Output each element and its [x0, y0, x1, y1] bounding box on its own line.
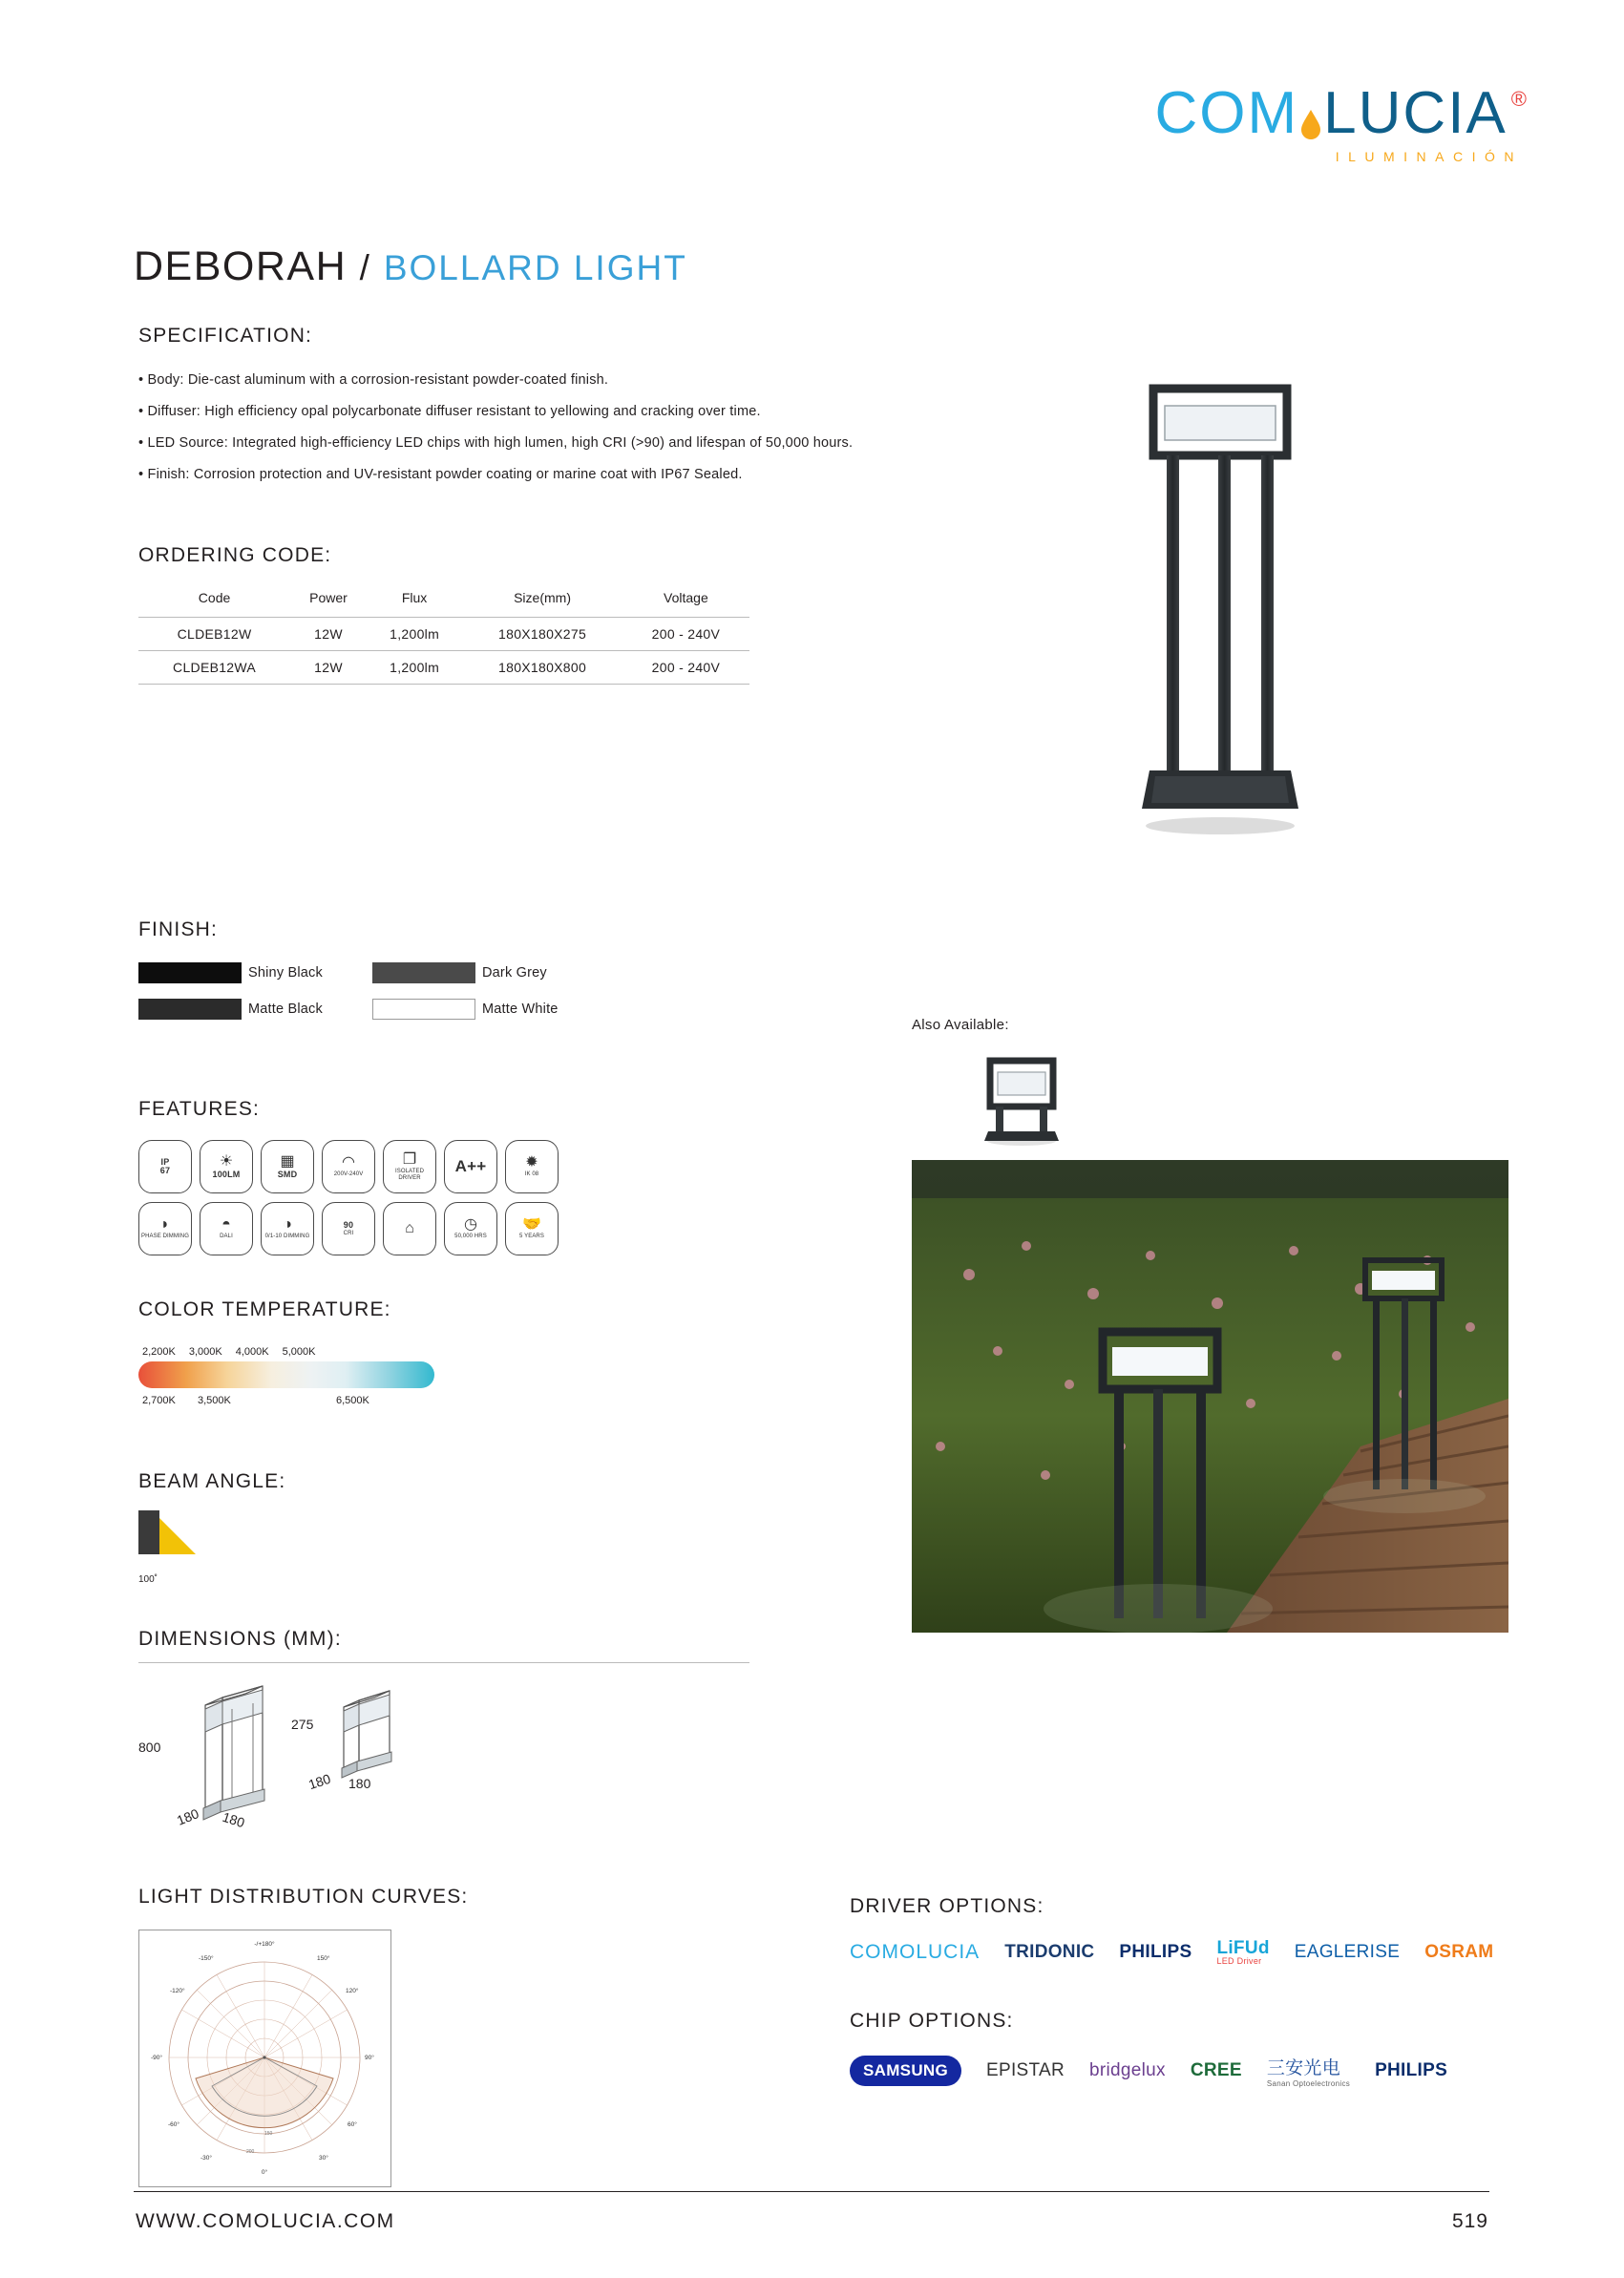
beam-angle-value: 100˚: [138, 1574, 158, 1585]
light-distribution-section: [138, 1886, 749, 2187]
product-type: BOLLARD LIGHT: [383, 248, 687, 287]
product-name: DEBORAH: [134, 243, 348, 289]
svg-text:-120°: -120°: [170, 1988, 185, 1994]
brand-comolucia-logo: [850, 1941, 980, 1964]
title-separator: /: [359, 248, 371, 287]
finish-label: Shiny Black: [248, 965, 323, 981]
clock-glyph: ◷: [464, 1216, 477, 1234]
logo-text-c: C: [1154, 80, 1200, 146]
cct-label: 2,700K: [142, 1395, 176, 1406]
feature-line1: IP: [160, 1156, 170, 1167]
logo-droplet-icon: [1298, 104, 1323, 137]
handshake-glyph: 🤝: [522, 1216, 541, 1234]
feature-line2: 50,000 HRS: [454, 1234, 487, 1240]
brand-osram-logo: OSRAM: [1424, 1942, 1494, 1962]
dimension-height-tall: 800: [138, 1740, 161, 1755]
svg-text:0°: 0°: [261, 2169, 268, 2176]
feature-line2: 200V-240V: [333, 1171, 364, 1178]
brand-label: 三安光电: [1266, 2058, 1341, 2078]
driver-options-section: [850, 1895, 1575, 1966]
smd-icon: [261, 1140, 314, 1193]
dimension-depth-short: 180: [348, 1776, 371, 1791]
features-row-1: [138, 1140, 788, 1193]
column-header: Voltage: [622, 584, 749, 618]
product-image-alternate: [979, 1055, 1060, 1141]
logo-tagline: ILUMINACIÓN: [1335, 149, 1523, 164]
dimension-width-tall: 180: [174, 1805, 201, 1828]
light-distribution-heading: LIGHT DISTRIBUTION CURVES:: [138, 1886, 469, 1908]
cell-size: 180X180X800: [462, 651, 622, 685]
ordering-code-section: [138, 544, 759, 685]
footer-divider: [134, 2191, 1489, 2192]
chip-brand-row: [850, 2054, 1604, 2088]
list-item: • Body: Die-cast aluminum with a corrosion-resistant powder-coated finish.: [138, 365, 1150, 396]
table-row: [138, 651, 749, 685]
cell-power: 12W: [290, 651, 367, 685]
indoor-outdoor-icon: [383, 1202, 436, 1255]
dali-icon: [200, 1202, 253, 1255]
brand-bridgelux-logo: bridgelux: [1089, 2060, 1166, 2080]
column-header: Code: [138, 584, 290, 618]
brand-sanan-logo: [1267, 2054, 1350, 2088]
isolated-driver-icon: [383, 1140, 436, 1193]
table-row: [138, 618, 749, 651]
cct-label: 6,500K: [336, 1395, 369, 1406]
impact-glyph: ✹: [525, 1154, 538, 1171]
color-temperature-heading: COLOR TEMPERATURE:: [138, 1298, 391, 1320]
feature-line2: 5 YEARS: [519, 1234, 544, 1240]
column-header: Power: [290, 584, 367, 618]
ik08-icon: [505, 1140, 559, 1193]
brand-sublabel: Sanan Optoelectronics: [1266, 2079, 1351, 2088]
finish-section: [138, 918, 749, 1020]
logo-text-m: M: [1247, 80, 1299, 146]
logo-text-lucia: LUCIA: [1323, 80, 1508, 146]
dimension-height-short: 275: [291, 1717, 314, 1732]
warranty-icon: [505, 1202, 559, 1255]
svg-text:150: 150: [264, 2131, 273, 2137]
svg-text:-/+180°: -/+180°: [254, 1941, 275, 1948]
feature-line1: A++: [454, 1157, 487, 1176]
bulb-glyph: ☀: [219, 1152, 234, 1170]
product-image-main: [1136, 377, 1289, 835]
feature-line2: PHASE DIMMING: [141, 1234, 189, 1240]
cell-flux: 1,200lm: [367, 618, 462, 651]
chip-options-section: [850, 2010, 1604, 2088]
cell-size: 180X180X275: [462, 618, 622, 651]
cell-flux: 1,200lm: [367, 651, 462, 685]
specification-heading: SPECIFICATION:: [138, 325, 313, 347]
footer-website-url[interactable]: WWW.COMOLUCIA.COM: [136, 2210, 395, 2232]
feature-line1: 90: [343, 1220, 354, 1231]
brand-sublabel: LED Driver: [1216, 1956, 1262, 1966]
feature-line2: ISOLATED DRIVER: [394, 1169, 425, 1181]
dimensions-divider: [138, 1662, 749, 1663]
cell-code: CLDEB12W: [138, 618, 290, 651]
svg-text:-30°: -30°: [200, 2155, 212, 2162]
dim-glyph: ◑: [283, 1216, 292, 1234]
cell-power: 12W: [290, 618, 367, 651]
brand-tridonic-logo: TRIDONIC: [1004, 1942, 1095, 1962]
lumen-icon: [200, 1140, 253, 1193]
svg-text:-60°: -60°: [168, 2121, 179, 2128]
cct-gradient-bar: [138, 1361, 434, 1388]
table-header-row: [138, 584, 749, 618]
svg-text:60°: 60°: [348, 2121, 357, 2128]
light-distribution-chart: [138, 1930, 391, 2187]
dimension-depth-tall: 180: [221, 1808, 247, 1831]
registered-trademark-icon: ®: [1510, 87, 1529, 111]
finish-swatch-dark-grey: [372, 962, 475, 983]
page-title: [134, 243, 687, 290]
cct-label: 2,200K: [142, 1346, 176, 1358]
cri90-icon: [322, 1202, 375, 1255]
specification-list: [138, 365, 1150, 491]
color-temperature-section: [138, 1298, 759, 1406]
beam-angle-diagram: [138, 1510, 205, 1572]
phase-glyph: ◗: [160, 1216, 170, 1234]
gauge-glyph: ◠: [342, 1154, 355, 1171]
brand-philips-driver-logo: PHILIPS: [1119, 1942, 1192, 1962]
brand-label: COMOLUCIA: [850, 1941, 981, 1963]
brand-samsung-logo: SAMSUNG: [850, 2056, 961, 2086]
ordering-code-heading: ORDERING CODE:: [138, 544, 332, 566]
column-header: Size(mm): [462, 584, 622, 618]
feature-line2: IK 08: [524, 1171, 539, 1178]
svg-text:120°: 120°: [346, 1988, 359, 1994]
cct-label: 3,000K: [188, 1346, 222, 1358]
finish-label: Dark Grey: [482, 965, 547, 981]
finish-heading: FINISH:: [138, 918, 219, 940]
brand-cree-logo: CREE: [1190, 2060, 1242, 2080]
cct-label: 5,000K: [282, 1346, 316, 1358]
cct-label: 3,500K: [198, 1395, 231, 1406]
ordering-code-table: [138, 584, 749, 685]
driver-options-heading: DRIVER OPTIONS:: [850, 1895, 1044, 1917]
feature-line2: CRI: [343, 1230, 354, 1236]
svg-text:90°: 90°: [365, 2055, 374, 2061]
driver-brand-row: [850, 1939, 1575, 1966]
ip67-icon: [138, 1140, 192, 1193]
voltage-icon: [322, 1140, 375, 1193]
list-item: • Diffuser: High efficiency opal polycarbonate diffuser resistant to yellowing and cracking over time.: [138, 396, 1150, 428]
driver-glyph: ❐: [402, 1151, 417, 1169]
list-item: • LED Source: Integrated high-efficiency LED chips with high lumen, high CRI (>90) and lifespan of 50,000 hours.: [138, 428, 1150, 459]
footer-page-number: 519: [1451, 2210, 1488, 2232]
also-available-label: Also Available:: [912, 1017, 1009, 1033]
feature-line2: 0/1-10 DIMMING: [264, 1234, 310, 1240]
feature-line2: SMD: [277, 1169, 298, 1179]
brand-eaglerise-logo: EAGLERISE: [1294, 1942, 1401, 1962]
chip-options-heading: CHIP OPTIONS:: [850, 2010, 1014, 2032]
feature-line2: 67: [159, 1166, 171, 1175]
0-10v-dimming-icon: [261, 1202, 314, 1255]
phase-dimming-icon: [138, 1202, 192, 1255]
dali-glyph: ◓: [221, 1216, 231, 1234]
cct-top-labels: [142, 1346, 759, 1358]
dimensions-drawing: [138, 1680, 749, 1838]
features-grid: [138, 1140, 788, 1255]
column-header: Flux: [367, 584, 462, 618]
finish-swatch-matte-white: [372, 999, 475, 1020]
brand-label: LiFUd: [1216, 1938, 1270, 1958]
features-section: [138, 1098, 788, 1264]
lifespan-icon: [444, 1202, 497, 1255]
finish-swatch-matte-black: [138, 999, 242, 1020]
beam-angle-heading: BEAM ANGLE:: [138, 1470, 286, 1492]
feature-line2: DALI: [220, 1234, 233, 1240]
logo-wordmark: [1154, 80, 1529, 146]
dimension-width-short: 180: [306, 1770, 333, 1793]
finish-label: Matte Black: [248, 1002, 323, 1017]
svg-text:30°: 30°: [319, 2155, 328, 2162]
company-logo: [1154, 80, 1529, 164]
brand-lifud-logo: [1216, 1939, 1269, 1966]
finish-swatch-shiny-black: [138, 962, 242, 983]
features-heading: FEATURES:: [138, 1098, 261, 1120]
dimensions-section: [138, 1628, 749, 1838]
cell-voltage: 200 - 240V: [622, 651, 749, 685]
specification-section: [138, 325, 1150, 491]
logo-o-icon: O: [1199, 80, 1248, 146]
features-row-2: [138, 1202, 788, 1255]
dimensions-heading: DIMENSIONS (MM):: [138, 1628, 342, 1650]
beam-angle-section: [138, 1470, 520, 1585]
chip-glyph: ▦: [280, 1152, 295, 1170]
cct-bottom-labels: [142, 1395, 759, 1406]
cell-voltage: 200 - 240V: [622, 618, 749, 651]
brand-epistar-logo: EPISTAR: [986, 2060, 1065, 2080]
brand-philips-chip-logo: PHILIPS: [1375, 2060, 1448, 2080]
svg-text:-90°: -90°: [151, 2055, 162, 2061]
svg-text:-150°: -150°: [199, 1955, 214, 1962]
energy-class-icon: [444, 1140, 497, 1193]
feature-line2: 100LM: [212, 1169, 241, 1179]
list-item: • Finish: Corrosion protection and UV-resistant powder coating or marine coat with IP67 Sealed.: [138, 459, 1150, 491]
svg-text:200: 200: [246, 2149, 255, 2155]
svg-text:150°: 150°: [317, 1955, 330, 1962]
finish-label: Matte White: [482, 1002, 559, 1017]
application-photo: [912, 1160, 1508, 1633]
finish-swatch-grid: [138, 962, 749, 1020]
cct-label: 4,000K: [235, 1346, 269, 1358]
cell-code: CLDEB12WA: [138, 651, 290, 685]
house-glyph: ⌂: [405, 1219, 414, 1236]
